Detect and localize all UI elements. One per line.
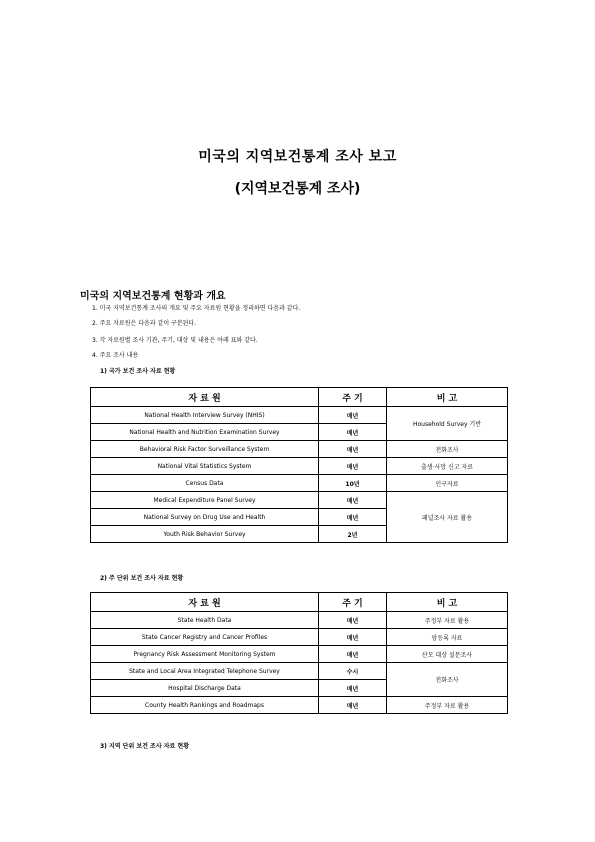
cell-note: 패널조사 자료 활용 [387,492,508,543]
cell-note: 인구자료 [387,475,508,492]
subheading: 2) 주 단위 보건 조사 자료 현황 [100,575,184,582]
cell-period: 매년 [319,612,387,629]
document-subtitle: (지역보건통계 조사) [234,181,361,197]
cell-note: 전화조사 [387,441,508,458]
header-cell-source: 자 료 원 [91,593,319,612]
table-row [91,663,508,680]
cell-source: State Cancer Registry and Cancer Profiles [91,629,319,646]
data-table-1 [90,387,508,543]
table-header-row [91,593,508,612]
paragraph-line: 3. 각 자료원별 조사 기관, 주기, 대상 및 내용은 아래 표와 같다. [92,337,258,344]
header-cell-note: 비 고 [387,388,508,407]
paragraph-line: 1. 미국 지역보건통계 조사의 개요 및 주요 자료원 현황을 정리하면 다음과 같다. [92,305,301,312]
cell-note: 출생·사망 신고 자료 [387,458,508,475]
table-row [91,697,508,714]
cell-source: State Health Data [91,612,319,629]
cell-source: National Health Interview Survey (NHIS) [91,407,319,424]
paragraph-line: 4. 주요 조사 내용 [92,352,139,359]
table-row [91,441,508,458]
cell-period: 매년 [319,680,387,697]
document-title: 미국의 지역보건통계 조사 보고 [198,149,397,165]
cell-source: Behavioral Risk Factor Surveillance System [91,441,319,458]
cell-period: 매년 [319,441,387,458]
cell-note: 산모 대상 설문조사 [387,646,508,663]
cell-note: Household Survey 기반 [387,407,508,441]
table-row [91,492,508,509]
subheading: 3) 지역 단위 보건 조사 자료 현황 [100,743,190,750]
cell-source: Census Data [91,475,319,492]
paragraph-line: 2. 주요 자료원은 다음과 같이 구분된다. [92,320,197,327]
cell-source: Youth Risk Behavior Survey [91,526,319,543]
cell-period: 10년 [319,475,387,492]
header-cell-note: 비 고 [387,593,508,612]
cell-period: 매년 [319,629,387,646]
cell-period: 2년 [319,526,387,543]
cell-period: 매년 [319,458,387,475]
cell-note: 전화조사 [387,663,508,697]
table-row [91,407,508,424]
cell-source: Hospital Discharge Data [91,680,319,697]
header-cell-period: 주 기 [319,388,387,407]
cell-source: Medical Expenditure Panel Survey [91,492,319,509]
cell-period: 수시 [319,663,387,680]
cell-source: National Vital Statistics System [91,458,319,475]
header-cell-period: 주 기 [319,593,387,612]
table-row [91,629,508,646]
cell-period: 매년 [319,509,387,526]
cell-source: Pregnancy Risk Assessment Monitoring System [91,646,319,663]
cell-period: 매년 [319,407,387,424]
cell-period: 매년 [319,646,387,663]
table-row [91,475,508,492]
table-header-row [91,388,508,407]
section-heading: 미국의 지역보건통계 현황과 개요 [80,291,226,302]
table-row [91,458,508,475]
cell-note: 주정부 자료 활용 [387,697,508,714]
subheading: 1) 국가 보건 조사 자료 현황 [100,368,176,375]
cell-note: 주정부 자료 활용 [387,612,508,629]
table-row [91,612,508,629]
cell-note: 암등록 자료 [387,629,508,646]
table-row [91,646,508,663]
cell-period: 매년 [319,697,387,714]
cell-period: 매년 [319,492,387,509]
cell-source: National Survey on Drug Use and Health [91,509,319,526]
cell-period: 매년 [319,424,387,441]
cell-source: County Health Rankings and Roadmaps [91,697,319,714]
data-table-2 [90,592,508,714]
header-cell-source: 자 료 원 [91,388,319,407]
cell-source: National Health and Nutrition Examination Survey [91,424,319,441]
cell-source: State and Local Area Integrated Telephone Survey [91,663,319,680]
